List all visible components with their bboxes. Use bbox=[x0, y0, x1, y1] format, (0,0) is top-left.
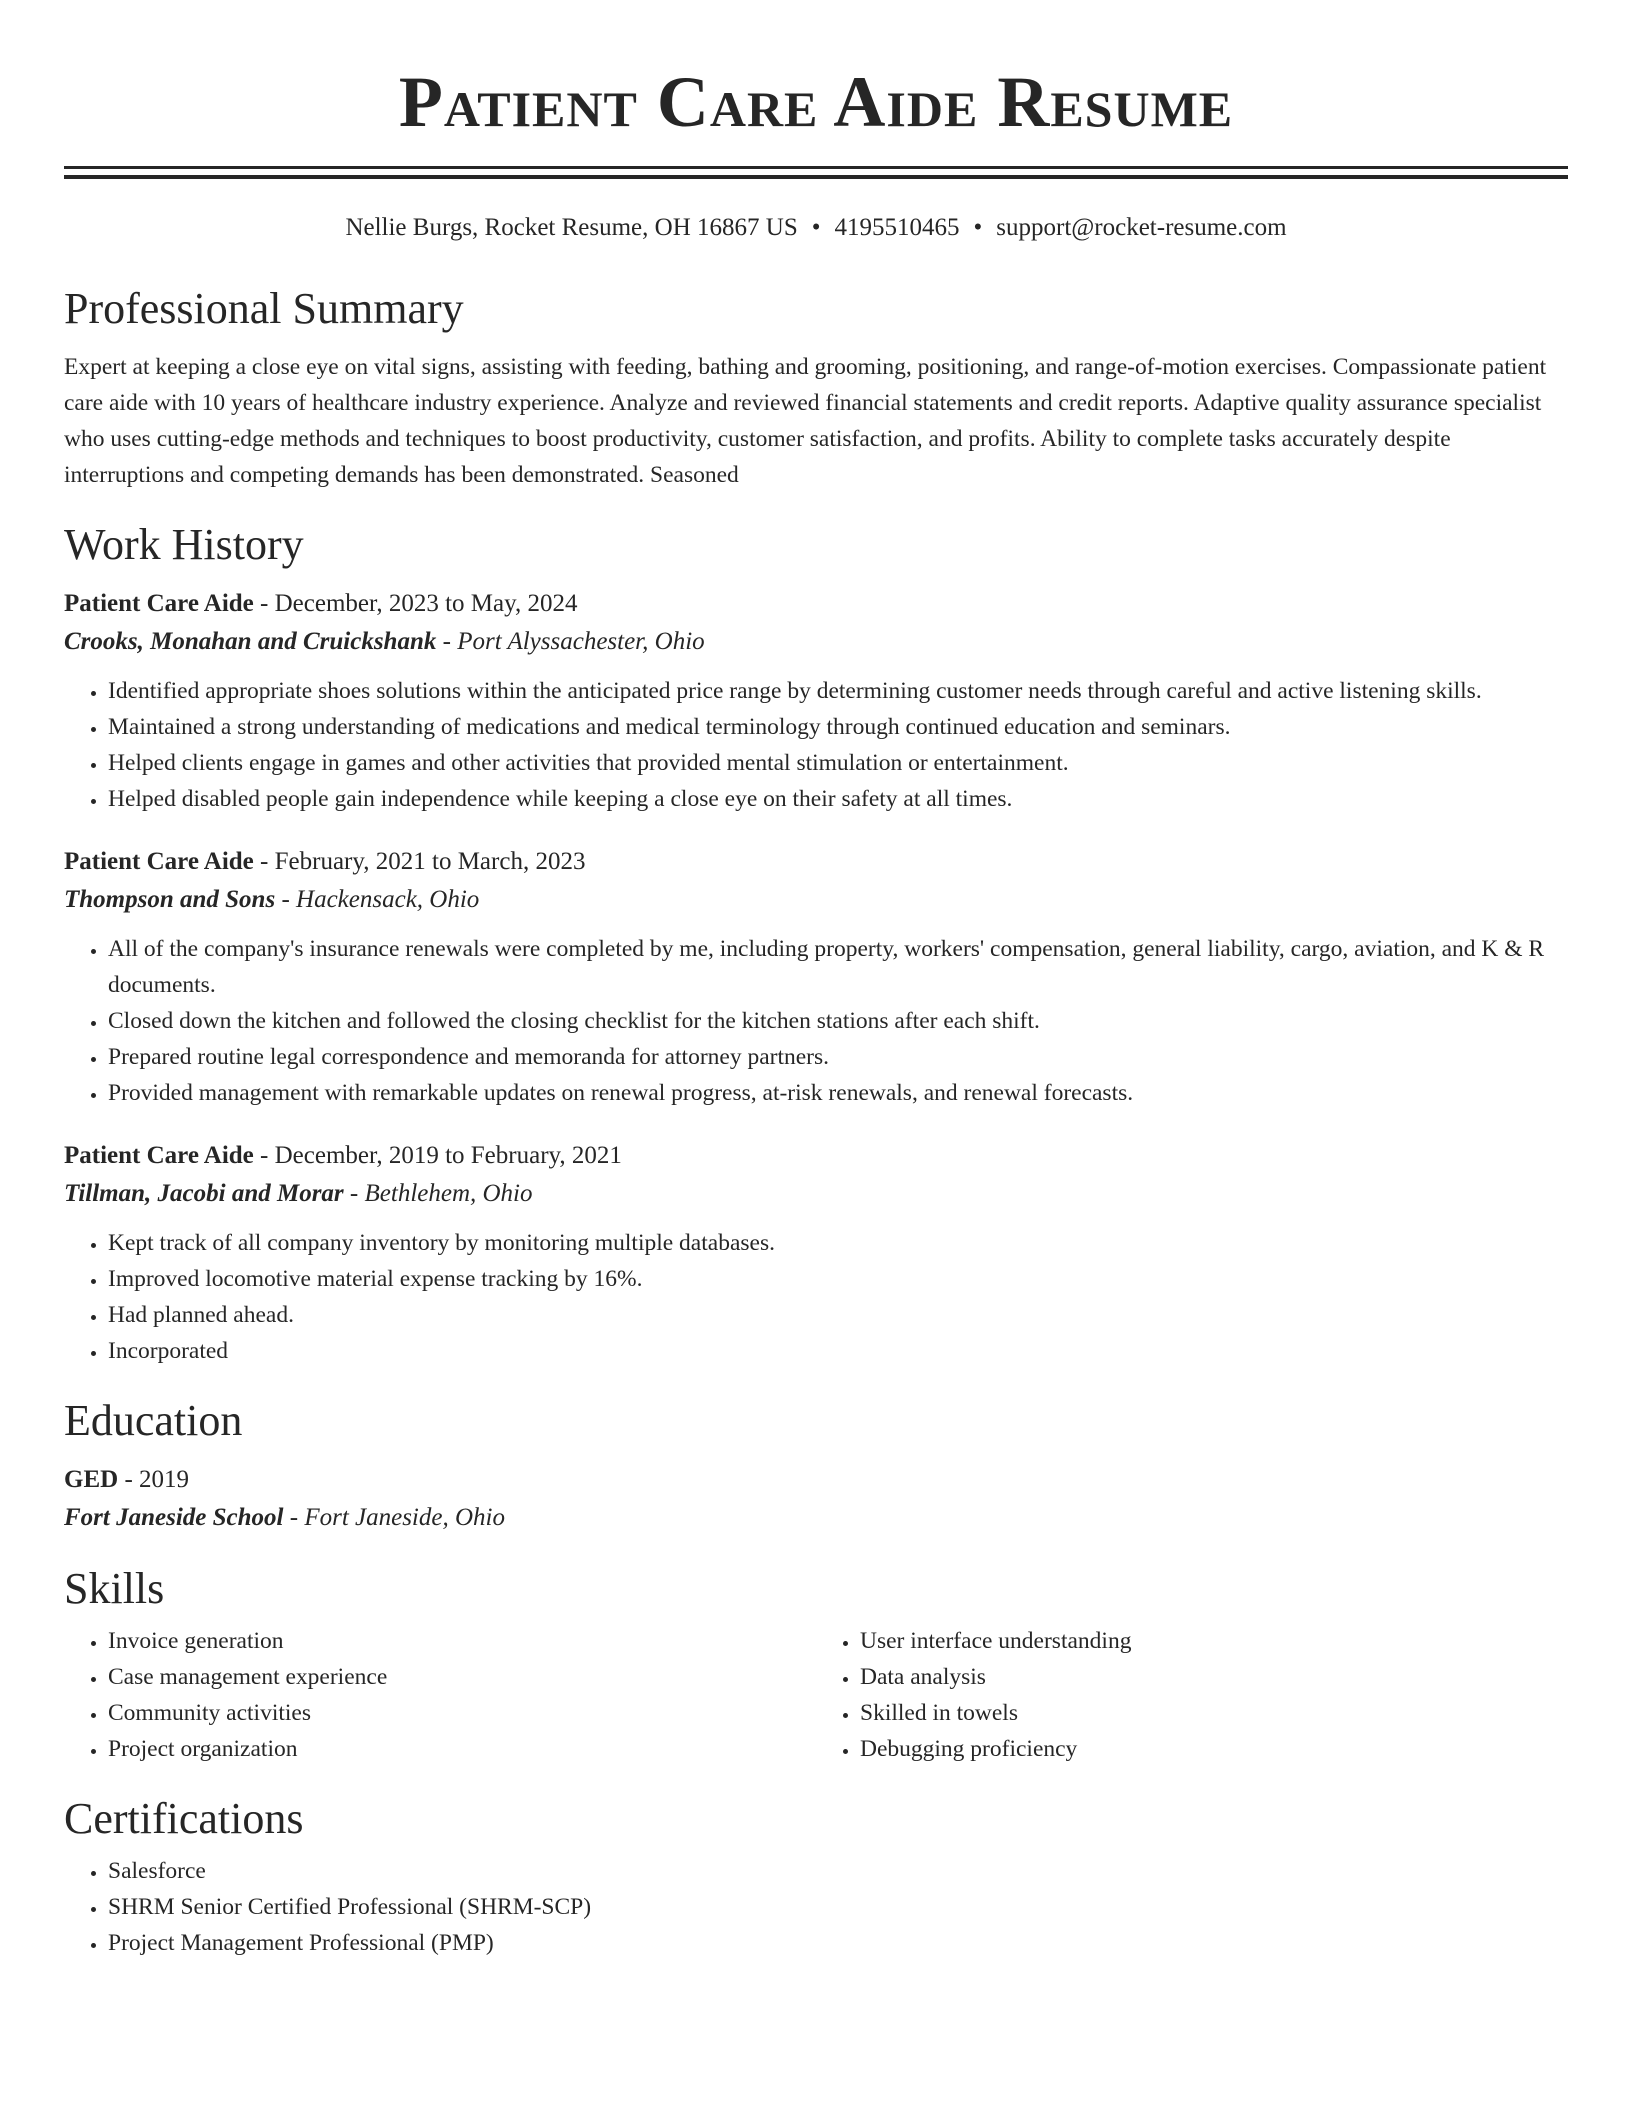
job-duties bbox=[64, 673, 1568, 817]
certification-item: • SHRM Senior Certified Professional (SHRM-SCP) bbox=[108, 1889, 1568, 1925]
job-title: Patient Care Aide bbox=[64, 590, 254, 617]
education-year: 2019 bbox=[139, 1466, 190, 1493]
list-item: • Prepared routine legal correspondence and memoranda for attorney partners. bbox=[108, 1039, 1568, 1075]
skills-list-right bbox=[816, 1623, 1568, 1767]
skills-section bbox=[64, 1563, 1568, 1767]
contact-separator: • bbox=[973, 214, 983, 241]
work-history-heading: Work History bbox=[64, 520, 304, 569]
work-history-section bbox=[64, 519, 1568, 1369]
list-item: • Maintained a strong understanding of medications and medical terminology through continued education and seminars. bbox=[108, 709, 1568, 745]
skills-heading: Skills bbox=[64, 1564, 165, 1613]
job-location: Hackensack, Ohio bbox=[296, 886, 480, 913]
education-location: Fort Janeside, Ohio bbox=[304, 1504, 505, 1531]
contact-address: Nellie Burgs, Rocket Resume, OH 16867 US bbox=[345, 214, 798, 241]
job-company: Thompson and Sons bbox=[64, 886, 276, 913]
skill-item: • Community activities bbox=[108, 1695, 816, 1731]
list-item: • Improved locomotive material expense tracking by 16%. bbox=[108, 1261, 1568, 1297]
job-entry: Patient Care Aide - February, 2021 to March, 2023 Thompson and Sons - Hackensack, Ohio • All of the company's insurance renewals were completed by me, including property, workers' compensation, general liability, cargo, aviation, and K & R documents. • Closed down the kitchen and followed the closing checklist for the kitchen stations after each shift. • Prepared routine legal correspondence and memoranda for attorney partners. • Provided management with remarkable updates on renewal progress, at-risk renewals, and renewal forecasts. bbox=[64, 843, 1568, 1111]
skills-list-left bbox=[64, 1623, 816, 1767]
page-title: Patient Care Aide Resume bbox=[398, 62, 1234, 142]
contact-separator: • bbox=[811, 214, 821, 241]
skill-item: • Skilled in towels bbox=[860, 1695, 1568, 1731]
skill-item: • Debugging proficiency bbox=[860, 1731, 1568, 1767]
job-dates: December, 2023 to May, 2024 bbox=[274, 590, 578, 617]
education-section bbox=[64, 1395, 1568, 1537]
skill-item: • User interface understanding bbox=[860, 1623, 1568, 1659]
summary-text: Expert at keeping a close eye on vital signs, assisting with feeding, bathing and grooming, positioning, and range-of-motion exercises. Compassionate patient care aide with 10 years of healthcare industry experience. Analyze and reviewed financial statements and credit reports. Adaptive quality assurance specialist who uses cutting-edge methods and techniques to boost productivity, customer satisfaction, and profits. Ability to complete tasks accurately despite interruptions and competing demands has been demonstrated. Seasoned bbox=[64, 354, 1547, 488]
skill-item: • Project organization bbox=[108, 1731, 816, 1767]
list-item: • Kept track of all company inventory by monitoring multiple databases. bbox=[108, 1225, 1568, 1261]
education-heading: Education bbox=[64, 1396, 243, 1445]
skill-item: • Invoice generation bbox=[108, 1623, 816, 1659]
list-item: • Had planned ahead. bbox=[108, 1297, 1568, 1333]
list-item: • Identified appropriate shoes solutions within the anticipated price range by determining customer needs through careful and active listening skills. bbox=[108, 673, 1568, 709]
job-company: Crooks, Monahan and Cruickshank bbox=[64, 628, 437, 655]
job-duties bbox=[64, 1225, 1568, 1369]
list-item: • Incorporated bbox=[108, 1333, 1568, 1369]
job-dates: February, 2021 to March, 2023 bbox=[274, 848, 586, 875]
job-location: Port Alyssachester, Ohio bbox=[457, 628, 705, 655]
list-item: • Closed down the kitchen and followed the closing checklist for the kitchen stations after each shift. bbox=[108, 1003, 1568, 1039]
job-title: Patient Care Aide bbox=[64, 848, 254, 875]
job-entry: Patient Care Aide - December, 2019 to February, 2021 Tillman, Jacobi and Morar - Bethlehem, Ohio • Kept track of all company inventory by monitoring multiple databases. • Improved locomotive material expense tracking by 16%. • Had planned ahead. • Incorporated bbox=[64, 1137, 1568, 1369]
education-degree: GED bbox=[64, 1466, 119, 1493]
list-item: • All of the company's insurance renewals were completed by me, including property, workers' compensation, general liability, cargo, aviation, and K & R documents. bbox=[108, 931, 1568, 1003]
list-item: • Provided management with remarkable updates on renewal progress, at-risk renewals, and renewal forecasts. bbox=[108, 1075, 1568, 1111]
contact-phone: 4195510465 bbox=[834, 214, 960, 241]
job-entry: Patient Care Aide - December, 2023 to May, 2024 Crooks, Monahan and Cruickshank - Port Alyssachester, Ohio • Identified appropriate shoes solutions within the anticipated price range by determining customer needs through careful and active listening skills. • Maintained a strong understanding of medications and medical terminology through continued education and seminars. • Helped clients engage in games and other activities that provided mental stimulation or entertainment. • Helped disabled people gain independence while keeping a close eye on their safety at all times. bbox=[64, 585, 1568, 817]
job-dates: December, 2019 to February, 2021 bbox=[274, 1142, 622, 1169]
certifications-section bbox=[64, 1793, 1568, 1961]
education-school: Fort Janeside School bbox=[64, 1504, 284, 1531]
summary-section bbox=[64, 283, 1568, 493]
skills-columns bbox=[64, 1623, 1568, 1767]
certification-item: • Salesforce bbox=[108, 1853, 1568, 1889]
title-divider bbox=[64, 166, 1568, 179]
list-item: • Helped disabled people gain independence while keeping a close eye on their safety at all times. bbox=[108, 781, 1568, 817]
list-item: • Helped clients engage in games and other activities that provided mental stimulation or entertainment. bbox=[108, 745, 1568, 781]
job-duties bbox=[64, 931, 1568, 1111]
education-entry: GED - 2019 Fort Janeside School - Fort Janeside, Ohio bbox=[64, 1466, 505, 1531]
certifications-heading: Certifications bbox=[64, 1794, 304, 1843]
certification-item: • Project Management Professional (PMP) bbox=[108, 1925, 1568, 1961]
summary-heading: Professional Summary bbox=[64, 284, 464, 333]
contact-line bbox=[64, 211, 1568, 245]
certifications-list bbox=[64, 1853, 1568, 1961]
skill-item: • Case management experience bbox=[108, 1659, 816, 1695]
job-title: Patient Care Aide bbox=[64, 1142, 254, 1169]
job-company: Tillman, Jacobi and Morar bbox=[64, 1180, 344, 1207]
job-location: Bethlehem, Ohio bbox=[364, 1180, 533, 1207]
skill-item: • Data analysis bbox=[860, 1659, 1568, 1695]
contact-email: support@rocket-resume.com bbox=[996, 214, 1287, 241]
